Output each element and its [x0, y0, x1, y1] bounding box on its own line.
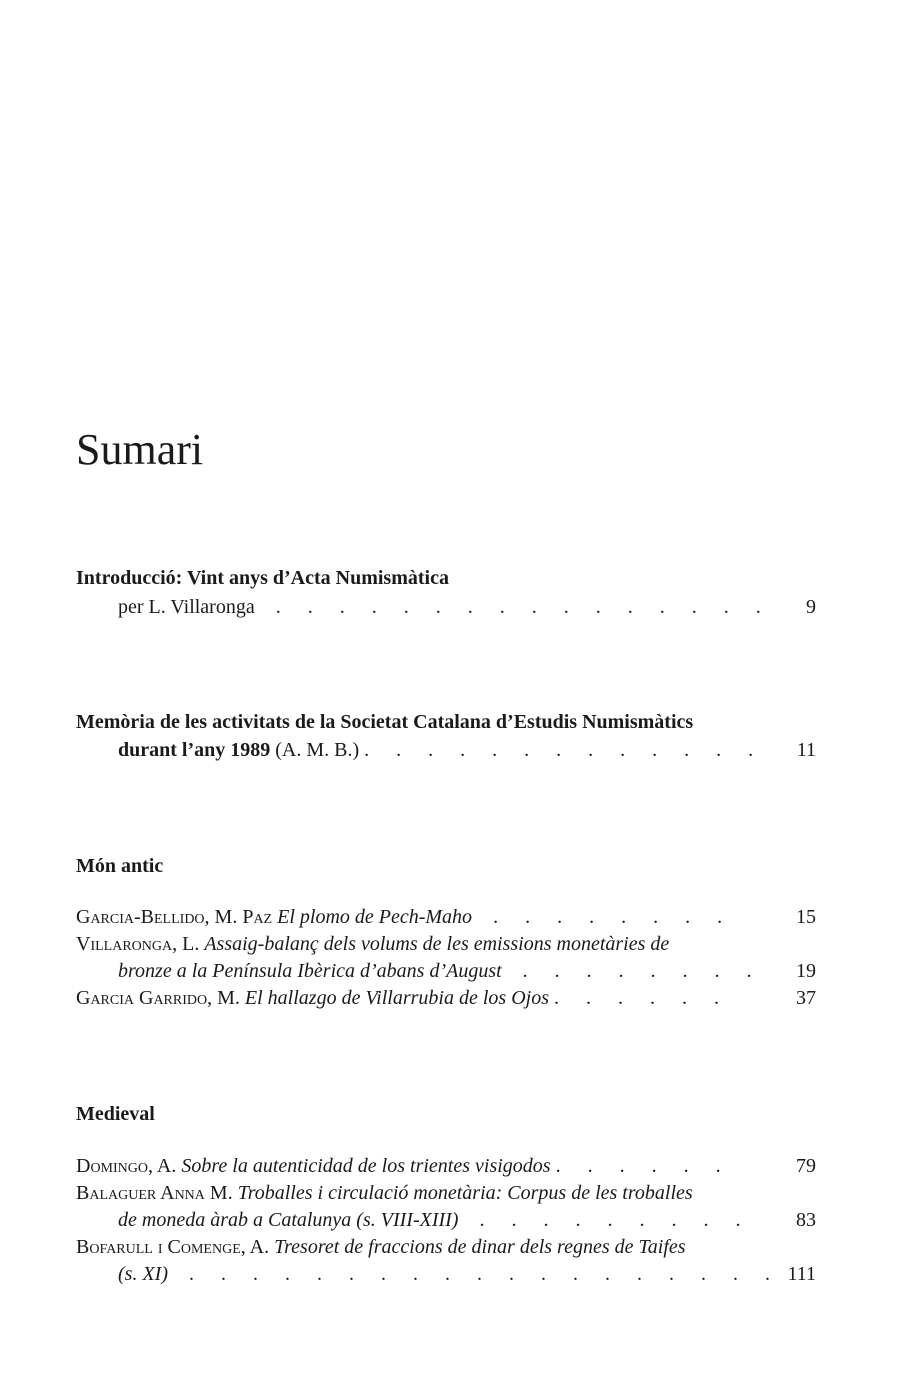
leader-dots: . . . . . . . . . . . . .	[364, 739, 765, 761]
memoria-line2-rest: (A. M. B.)	[270, 739, 360, 761]
toc-entry-continuation	[118, 1261, 781, 1287]
entry-page-number: 79	[796, 1155, 816, 1177]
page-title: Sumari	[76, 425, 204, 474]
entry-title-line1: Assaig-balanç dels volums de les emissions monetàries de	[204, 933, 670, 955]
entry-title-line1: Tresoret de fraccions de dinar dels regnes de Taifes	[274, 1236, 686, 1258]
entry-page-number: 19	[796, 960, 816, 982]
memoria-heading-line2	[118, 737, 764, 763]
toc-entry-continuation	[118, 1207, 751, 1233]
entry-title: El plomo de Pech-Maho	[277, 906, 473, 928]
leader-dots: . . . . . . . . . . . . . . . . . . .	[172, 1263, 781, 1285]
toc-entry	[76, 904, 733, 930]
entry-author: Garcia-Bellido, M. Paz	[76, 906, 273, 928]
intro-byline: per L. Villaronga	[118, 596, 255, 618]
toc-entry	[76, 1180, 693, 1206]
leader-dots: . . . . . .	[555, 1155, 732, 1177]
entry-page-number: 111	[787, 1263, 816, 1285]
entry-title-line2: bronze a la Península Ibèrica d’abans d’August	[118, 960, 502, 982]
toc-entry	[76, 931, 669, 957]
entry-author: Bofarull i Comenge, A.	[76, 1236, 270, 1258]
memoria-line2-bold: durant l’any 1989	[118, 739, 271, 761]
intro-heading: Introducció: Vint anys d’Acta Numismàtica	[76, 567, 449, 589]
toc-entry	[76, 1153, 732, 1179]
medieval-heading: Medieval	[76, 1103, 155, 1125]
entry-title: El hallazgo de Villarrubia de los Ojos	[244, 987, 549, 1009]
entry-page-number: 37	[796, 987, 816, 1009]
leader-dots: . . . . . . . . .	[463, 1209, 752, 1231]
entry-title: Sobre la autenticidad de los trientes visigodos	[181, 1155, 551, 1177]
leader-dots: . . . . . . . .	[506, 960, 763, 982]
entry-title-line2: de moneda àrab a Catalunya (s. VIII-XIII)	[118, 1209, 459, 1231]
memoria-heading-line1: Memòria de les activitats de la Societat Catalana d’Estudis Numismàtics	[76, 711, 694, 733]
toc-entry-continuation	[118, 958, 763, 984]
entry-page-number: 15	[796, 906, 816, 928]
entry-page-number: 83	[796, 1209, 816, 1231]
leader-dots: . . . . . . . .	[477, 906, 734, 928]
toc-entry	[76, 985, 730, 1011]
entry-title-line2: (s. XI)	[118, 1263, 168, 1285]
intro-page-number: 9	[806, 596, 816, 618]
entry-author: Domingo, A.	[76, 1155, 177, 1177]
entry-author: Garcia Garrido, M.	[76, 987, 240, 1009]
intro-byline-line	[118, 594, 772, 620]
entry-author: Balaguer Anna M.	[76, 1182, 233, 1204]
memoria-page-number: 11	[796, 739, 816, 761]
entry-author: Villaronga, L.	[76, 933, 200, 955]
leader-dots: . . . . . .	[553, 987, 730, 1009]
leader-dots: . . . . . . . . . . . . . . . .	[259, 596, 772, 618]
mon-antic-heading: Món antic	[76, 855, 164, 877]
entry-title-line1: Troballes i circulació monetària: Corpus de les troballes	[237, 1182, 693, 1204]
toc-entry	[76, 1234, 686, 1260]
